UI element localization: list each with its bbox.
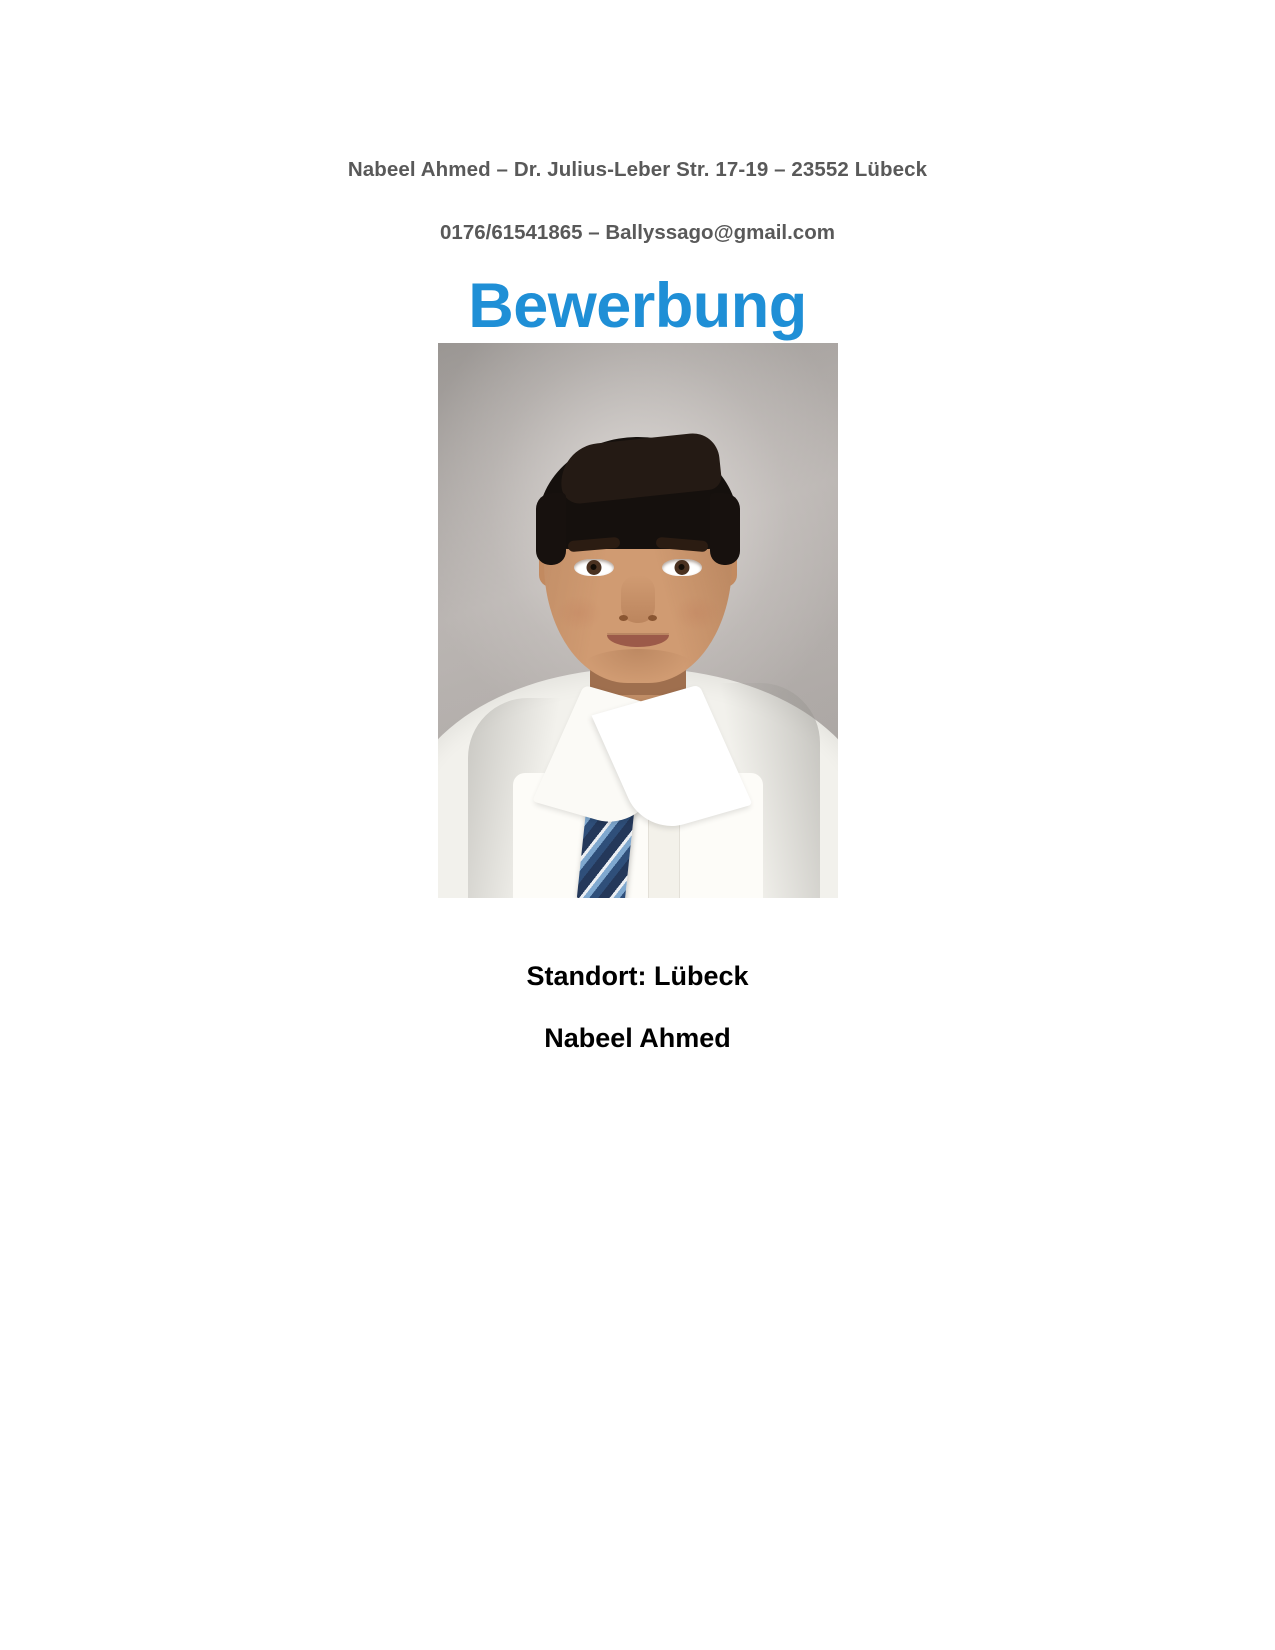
hair-side-right <box>710 493 740 565</box>
applicant-name: Nabeel Ahmed <box>544 1023 731 1054</box>
document-header <box>0 0 1275 245</box>
document-footer <box>0 960 1275 1056</box>
iris-right <box>674 560 689 575</box>
sender-address-line: Nabeel Ahmed – Dr. Julius-Leber Str. 17-19 – 23552 Lübeck <box>347 158 928 181</box>
portrait-photo <box>438 343 838 898</box>
sender-contact-line: 0176/61541865 – Ballyssago@gmail.com <box>440 220 835 244</box>
eye-right <box>662 559 702 576</box>
hair-side-left <box>536 493 566 565</box>
cheek-left <box>556 595 602 631</box>
chin-shading <box>583 649 693 683</box>
cheek-right <box>674 595 720 631</box>
iris-left <box>586 560 601 575</box>
location-line: Standort: Lübeck <box>526 961 749 992</box>
page-title: Bewerbung <box>468 271 807 342</box>
portrait-photo-container <box>0 343 1275 898</box>
eye-left <box>574 559 614 576</box>
